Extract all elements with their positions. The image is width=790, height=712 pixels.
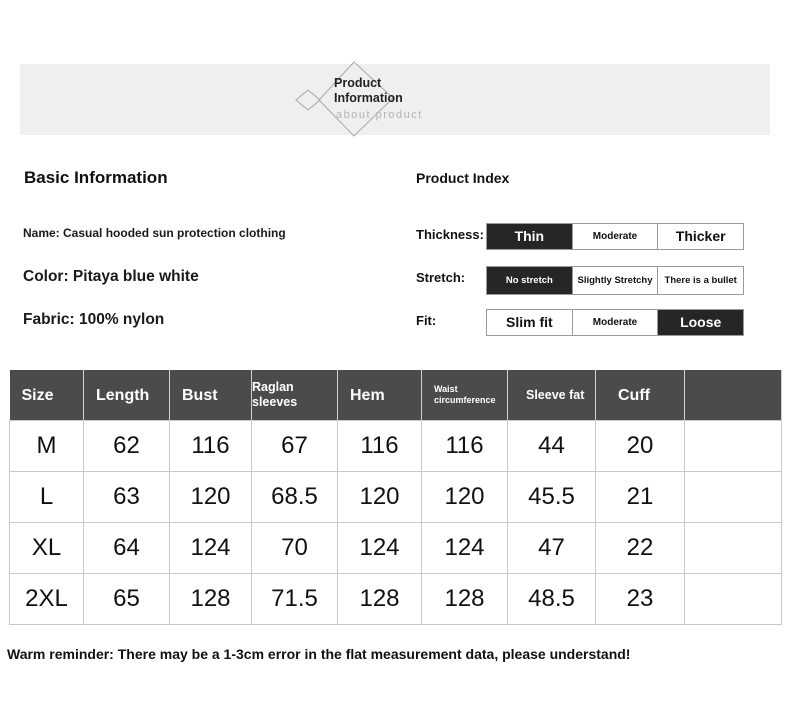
- cell-cuff: 23: [596, 574, 685, 625]
- header-length: Length: [84, 370, 170, 421]
- cell-size: L: [10, 472, 84, 523]
- cell-blank: [685, 421, 782, 472]
- header-size: Size: [10, 370, 84, 421]
- thickness-option-thin: Thin: [487, 224, 573, 249]
- header-cuff: Cuff: [596, 370, 685, 421]
- cell-raglan: 67: [252, 421, 338, 472]
- header-waist-circumference: Waist circumference: [422, 370, 508, 421]
- header-raglan-sleeves: Raglan sleeves: [252, 370, 338, 421]
- cell-blank: [685, 574, 782, 625]
- product-fabric: Fabric: 100% nylon: [23, 311, 165, 328]
- cell-waist: 116: [422, 421, 508, 472]
- fit-option-moderate: Moderate: [573, 310, 659, 335]
- cell-bust: 128: [170, 574, 252, 625]
- cell-size: M: [10, 421, 84, 472]
- cell-waist: 128: [422, 574, 508, 625]
- cell-cuff: 21: [596, 472, 685, 523]
- banner-subtitle: about product: [336, 109, 423, 121]
- cell-raglan: 71.5: [252, 574, 338, 625]
- product-index-heading: Product Index: [416, 170, 510, 186]
- cell-sleeve-fat: 44: [508, 421, 596, 472]
- header-bust: Bust: [170, 370, 252, 421]
- table-row: [10, 472, 782, 523]
- fit-option-slim: Slim fit: [487, 310, 573, 335]
- cell-hem: 120: [338, 472, 422, 523]
- cell-length: 64: [84, 523, 170, 574]
- cell-bust: 124: [170, 523, 252, 574]
- table-row: [10, 523, 782, 574]
- product-name: Name: Casual hooded sun protection clothing: [23, 226, 286, 240]
- thickness-scale: [486, 223, 744, 250]
- cell-blank: [685, 523, 782, 574]
- stretch-label: Stretch:: [416, 270, 466, 285]
- thickness-option-moderate: Moderate: [573, 224, 659, 249]
- header-hem: Hem: [338, 370, 422, 421]
- cell-length: 65: [84, 574, 170, 625]
- fit-label: Fit:: [416, 313, 437, 328]
- cell-raglan: 68.5: [252, 472, 338, 523]
- cell-bust: 116: [170, 421, 252, 472]
- cell-hem: 124: [338, 523, 422, 574]
- size-chart-table: [9, 370, 782, 625]
- stretch-option-bullet: There is a bullet: [658, 267, 743, 294]
- cell-sleeve-fat: 45.5: [508, 472, 596, 523]
- thickness-option-thicker: Thicker: [658, 224, 743, 249]
- fit-option-loose: Loose: [658, 310, 743, 335]
- table-row: [10, 421, 782, 472]
- stretch-option-none: No stretch: [487, 267, 573, 294]
- basic-info-heading: Basic Information: [24, 168, 168, 187]
- cell-length: 63: [84, 472, 170, 523]
- cell-waist: 120: [422, 472, 508, 523]
- cell-waist: 124: [422, 523, 508, 574]
- cell-cuff: 20: [596, 421, 685, 472]
- header-blank: [685, 370, 782, 421]
- cell-bust: 120: [170, 472, 252, 523]
- cell-hem: 116: [338, 421, 422, 472]
- size-table-header: [10, 370, 782, 421]
- stretch-option-slight: Slightly Stretchy: [573, 267, 659, 294]
- table-row: [10, 574, 782, 625]
- cell-raglan: 70: [252, 523, 338, 574]
- thickness-label: Thickness:: [416, 227, 484, 242]
- cell-size: XL: [10, 523, 84, 574]
- stretch-scale: [486, 266, 744, 295]
- cell-sleeve-fat: 47: [508, 523, 596, 574]
- header-sleeve-fat: Sleeve fat: [508, 370, 596, 421]
- cell-cuff: 22: [596, 523, 685, 574]
- product-color: Color: Pitaya blue white: [23, 268, 199, 285]
- cell-length: 62: [84, 421, 170, 472]
- cell-size: 2XL: [10, 574, 84, 625]
- cell-blank: [685, 472, 782, 523]
- measurement-reminder: Warm reminder: There may be a 1-3cm error in the flat measurement data, please understand!: [7, 646, 631, 662]
- banner-title: Product Information: [334, 76, 403, 105]
- cell-hem: 128: [338, 574, 422, 625]
- fit-scale: [486, 309, 744, 336]
- cell-sleeve-fat: 48.5: [508, 574, 596, 625]
